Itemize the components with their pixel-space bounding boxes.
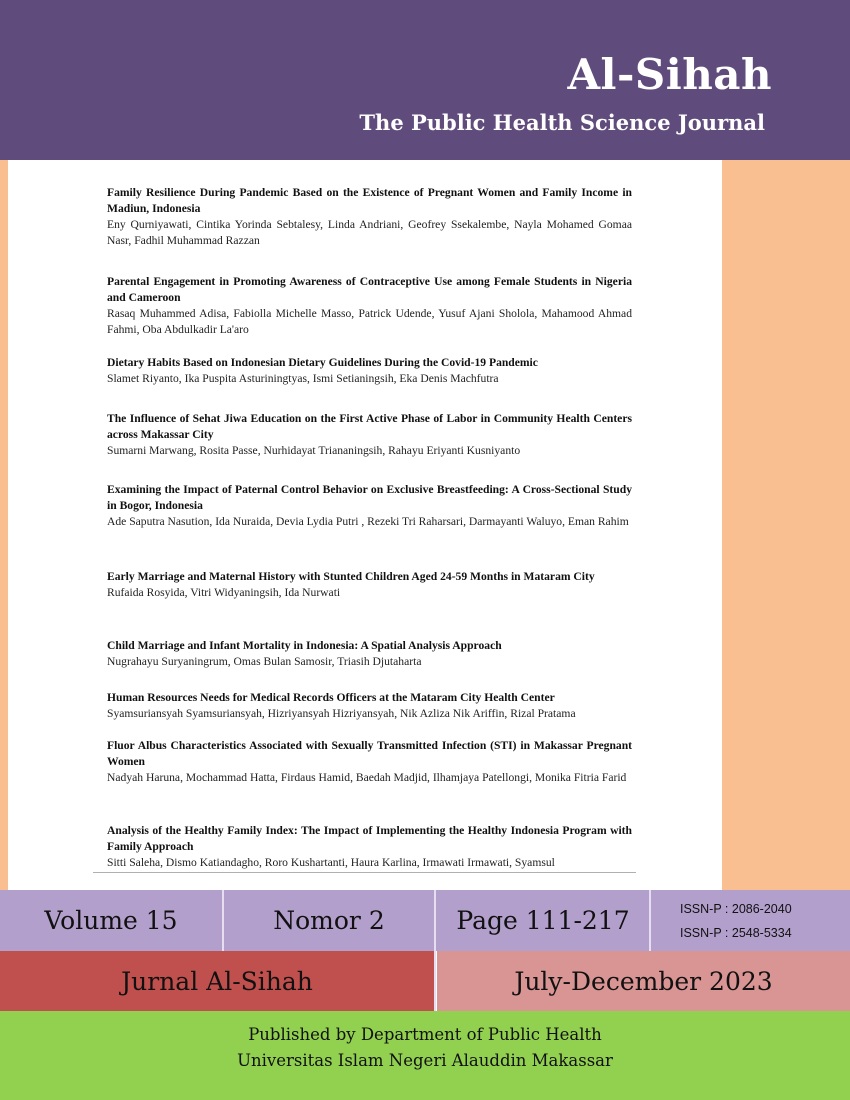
article-title: Dietary Habits Based on Indonesian Dietary Guidelines During the Covid-19 Pandemic [107,356,538,369]
article-item [107,690,632,722]
info-divider [222,890,224,951]
article-item [107,274,632,338]
left-decorative-strip [0,160,8,890]
article-list [107,160,632,872]
article-authors: Slamet Riyanto, Ika Puspita Asturiningtyas, Ismi Setianingsih, Eka Denis Machfutra [107,372,499,385]
article-title: Family Resilience During Pandemic Based on the Existence of Pregnant Women and Family Income in Madiun, Indonesia [107,186,632,215]
number-label: Nomor 2 [273,906,385,935]
article-title: The Influence of Sehat Jiwa Education on the First Active Phase of Labor in Community Health Centers across Makassar City [107,412,632,441]
article-authors: Eny Qurniyawati, Cintika Yorinda Sebtalesy, Linda Andriani, Geofrey Ssekalembe, Nayla Mohamed Gomaa Nasr, Fadhil Muhammad Razzan [107,218,632,247]
journal-band-period: July-December 2023 [514,966,773,996]
article-item [107,411,632,459]
article-authors: Ade Saputra Nasution, Ida Nuraida, Devia Lydia Putri , Rezeki Tri Raharsari, Darmayanti Waluyo, Eman Rahim [107,515,629,528]
article-title: Parental Engagement in Promoting Awareness of Contraceptive Use among Female Students in Nigeria and Cameroon [107,275,632,304]
article-authors: Nugrahayu Suryaningrum, Omas Bulan Samosir, Triasih Djutaharta [107,655,422,668]
journal-header [0,0,850,160]
article-item [107,355,632,387]
article-authors: Rufaida Rosyida, Vitri Widyaningsih, Ida Nurwati [107,586,341,599]
issn-print-1: ISSN-P : 2086-2040 [680,902,792,916]
article-item [107,569,632,601]
info-divider [434,890,436,1011]
article-list-rule [93,872,636,873]
article-item [107,185,632,249]
issn-print-2: ISSN-P : 2548-5334 [680,926,792,940]
article-authors: Sumarni Marwang, Rosita Passe, Nurhidayat Triananingsih, Rahayu Eriyanti Kusniyanto [107,444,521,457]
journal-name: Al-Sihah [567,50,772,99]
article-authors: Rasaq Muhammed Adisa, Fabiolla Michelle Masso, Patrick Udende, Yusuf Ajani Sholola, Mahamood Ahmad Fahmi, Oba Abdulkadir La'aro [107,307,632,336]
article-title: Analysis of the Healthy Family Index: The Impact of Implementing the Healthy Indonesia Program with Family Approach [107,824,632,853]
article-item [107,482,632,530]
article-title: Child Marriage and Infant Mortality in Indonesia: A Spatial Analysis Approach [107,639,502,652]
article-authors: Syamsuriansyah Syamsuriansyah, Hizriyansyah Hizriyansyah, Nik Azliza Nik Ariffin, Rizal Pratama [107,707,576,720]
right-decorative-panel [722,160,850,890]
journal-band-name: Jurnal Al-Sihah [121,966,313,996]
article-item [107,823,632,871]
publisher-line-1: Published by Department of Public Health [248,1025,602,1044]
article-title: Examining the Impact of Paternal Control Behavior on Exclusive Breastfeeding: A Cross-Sectional Study in Bogor, Indonesia [107,483,632,512]
volume-label: Volume 15 [44,906,178,935]
article-title: Human Resources Needs for Medical Records Officers at the Mataram City Health Center [107,691,555,704]
article-item [107,638,632,670]
journal-subtitle: The Public Health Science Journal [359,110,765,135]
pages-label: Page 111-217 [456,906,630,935]
publisher-line-2: Universitas Islam Negeri Alauddin Makassar [237,1051,613,1070]
info-divider [649,890,651,951]
article-authors: Nadyah Haruna, Mochammad Hatta, Firdaus Hamid, Baedah Madjid, Ilhamjaya Patellongi, Monika Fitria Farid [107,771,627,784]
article-title: Early Marriage and Maternal History with Stunted Children Aged 24-59 Months in Mataram City [107,570,595,583]
article-title: Fluor Albus Characteristics Associated with Sexually Transmitted Infection (STI) in Makassar Pregnant Women [107,739,632,768]
article-item [107,738,632,786]
article-authors: Sitti Saleha, Dismo Katiandagho, Roro Kushartanti, Haura Karlina, Irmawati Irmawati, Syamsul [107,856,555,869]
